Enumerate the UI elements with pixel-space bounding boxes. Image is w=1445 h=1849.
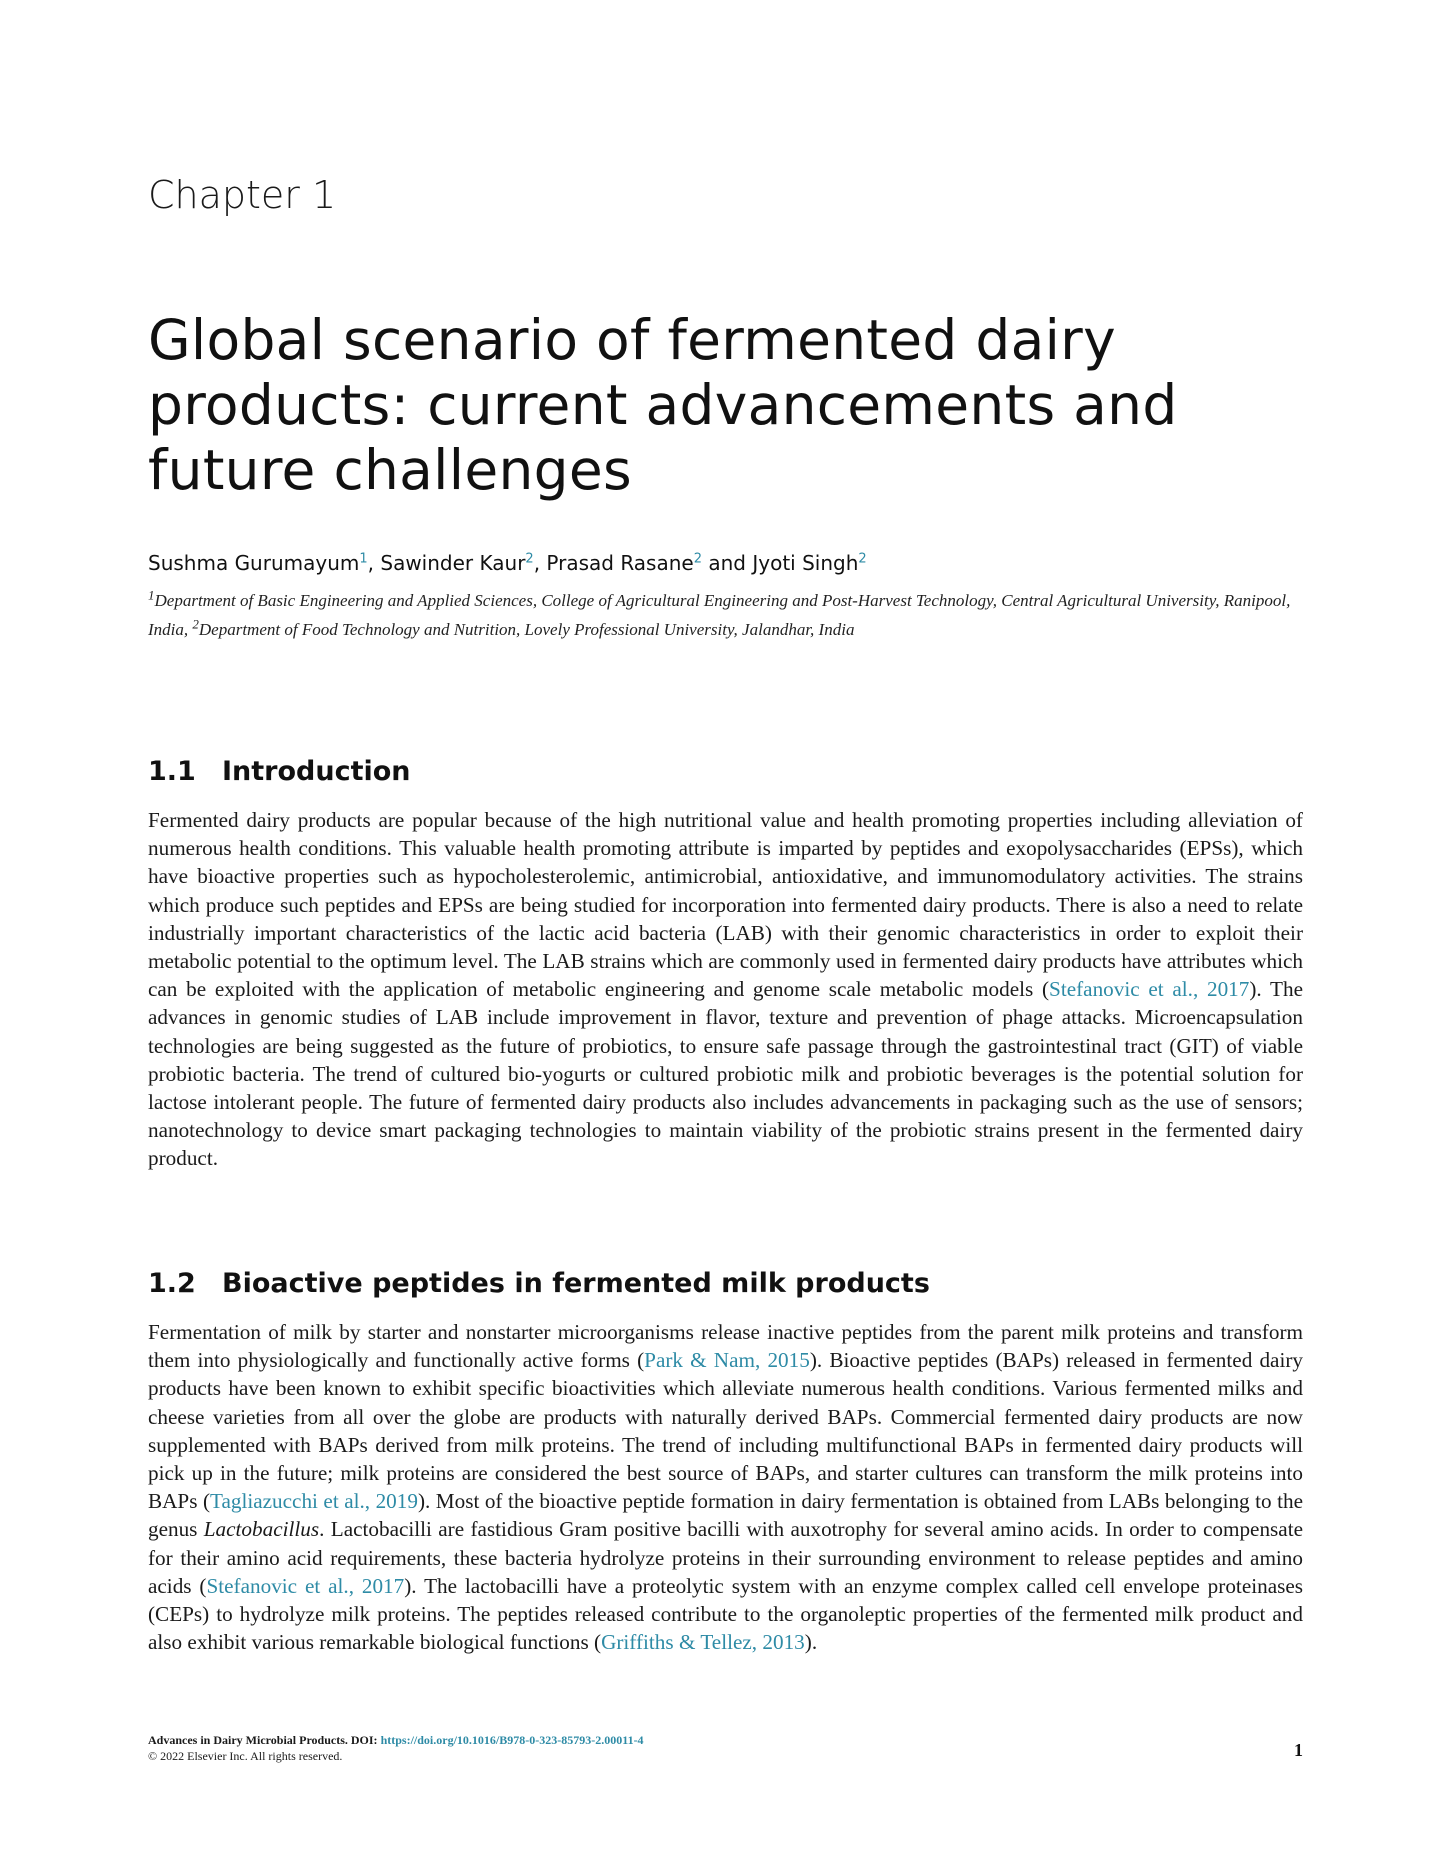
chapter-title [148, 308, 1303, 503]
paragraph-bioactive-peptides [148, 1318, 1303, 1656]
chapter-label: Chapter 1 [148, 173, 337, 217]
section-title: Introduction [222, 756, 411, 787]
title-line: Global scenario of fermented dairy [148, 308, 1116, 372]
title-line: future challenges [148, 438, 632, 502]
footer-copyright: © 2022 Elsevier Inc. All rights reserved. [148, 1749, 343, 1763]
footer-book-line [148, 1732, 644, 1748]
author-list [148, 549, 1303, 577]
affiliation-number: 2 [192, 616, 199, 632]
title-line: products: current advancements and [148, 373, 1178, 437]
section-heading-introduction [148, 756, 411, 787]
affiliations [148, 586, 1303, 644]
author-name: Sawinder Kaur [380, 551, 526, 575]
paragraph-text: Fermentation of milk by starter and nonstarter microorganisms release inactive peptides from the parent milk proteins and transform them into physiologically and functionally active forms ( [148, 1320, 1303, 1373]
paragraph-text: Fermented dairy products are popular because of the high nutritional value and health promoting properties including alleviation of numerous health conditions. This valuable health promoting attribute is imparted by peptides and exopolysaccharides (EPSs), which have bioactive properties such as hypocholesterolemic, antimicrobial, antioxidative, and immunomodulatory activities. The strains which produce such peptides and EPSs are being studied for incorporation into fermented dairy products. There is also a need to relate industrially important characteristics of the lactic acid bacteria (LAB) with their genomic characteristics in order to exploit their metabolic potential to the optimum level. The LAB strains which are commonly used in fermented dairy products have attributes which can be exploited with the application of metabolic engineering and genome scale metabolic models ( [148, 808, 1303, 1002]
affiliation-mark[interactable]: 2 [693, 551, 702, 567]
page-number: 1 [1294, 1740, 1303, 1760]
paragraph-text: . Lactobacilli are fastidious Gram positive bacilli with auxotrophy for several amino acids. In order to compensate for their amino acid requirements, these bacteria hydrolyze proteins in their surrounding environment to release peptides and amino acids ( [148, 1517, 1303, 1598]
paragraph-text: ). Most of the bioactive peptide formation in dairy fermentation is obtained from LABs belonging to the genus [148, 1489, 1303, 1542]
affiliation-text: Department of Food Technology and Nutrition, Lovely Professional University, Jalandhar, India [198, 620, 855, 639]
section-number: 1.2 [148, 1268, 196, 1299]
citation-link[interactable]: Park & Nam, 2015 [644, 1348, 810, 1373]
author-separator: , [367, 551, 381, 575]
paragraph-introduction [148, 806, 1303, 1173]
affiliation-number: 1 [148, 587, 155, 603]
author-name: Prasad Rasane [546, 551, 694, 575]
document-page [148, 0, 1303, 1849]
author-separator: and [702, 551, 753, 575]
affiliation-mark[interactable]: 1 [359, 551, 368, 567]
page-footer [148, 1732, 644, 1764]
footer-book-title: Advances in Dairy Microbial Products. DOI: [148, 1733, 381, 1747]
citation-link[interactable]: Stefanovic et al., 2017 [206, 1573, 405, 1598]
doi-link[interactable]: https://doi.org/10.1016/B978-0-323-85793-2.00011-4 [380, 1733, 644, 1747]
paragraph-text: ). The advances in genomic studies of LAB include improvement in flavor, texture and prevention of phage attacks. Microencapsulation technologies are being suggested as the future of probiotics, to ensure safe passage through the gastrointestinal tract (GIT) of viable probiotic bacteria. The trend of cultured bio-yogurts or cultured probiotic milk and probiotic beverages is the potential solution for lactose intolerant people. The future of fermented dairy products also includes advancements in packaging such as the use of sensors; nanotechnology to device smart packaging technologies to maintain viability of the probiotic strains present in the fermented dairy product. [148, 977, 1303, 1171]
genus-name: Lactobacillus [203, 1517, 320, 1542]
section-heading-bioactive-peptides [148, 1268, 930, 1299]
author-separator: , [533, 551, 547, 575]
affiliation-mark[interactable]: 2 [525, 551, 534, 567]
section-number: 1.1 [148, 756, 196, 787]
paragraph-text: ). [804, 1630, 818, 1655]
affiliation-text: Department of Basic Engineering and Applied Sciences, College of Agricultural Engineering and Post-Harvest Technology, Central Agricultural University, Ranipool, India, [148, 591, 1291, 639]
citation-link[interactable]: Tagliazucchi et al., 2019 [210, 1489, 418, 1514]
affiliation-mark[interactable]: 2 [858, 551, 867, 567]
citation-link[interactable]: Griffiths & Tellez, 2013 [601, 1630, 805, 1655]
author-name: Jyoti Singh [752, 551, 859, 575]
paragraph-text: ). Bioactive peptides (BAPs) released in fermented dairy products have been known to exhibit specific bioactivities which alleviate numerous health conditions. Various fermented milks and cheese varieties from all over the globe are products with naturally derived BAPs. Commercial fermented dairy products are now supplemented with BAPs derived from milk proteins. The trend of including multifunctional BAPs in fermented dairy products will pick up in the future; milk proteins are considered the best source of BAPs, and starter cultures can transform the milk proteins into BAPs ( [148, 1348, 1303, 1514]
author-name: Sushma Gurumayum [148, 551, 360, 575]
citation-link[interactable]: Stefanovic et al., 2017 [1049, 977, 1250, 1002]
paragraph-text: ). The lactobacilli have a proteolytic system with an enzyme complex called cell envelope proteinases (CEPs) to hydrolyze milk proteins. The peptides released contribute to the organoleptic properties of the fermented milk product and also exhibit various remarkable biological functions ( [148, 1573, 1303, 1655]
section-title: Bioactive peptides in fermented milk products [222, 1268, 930, 1299]
